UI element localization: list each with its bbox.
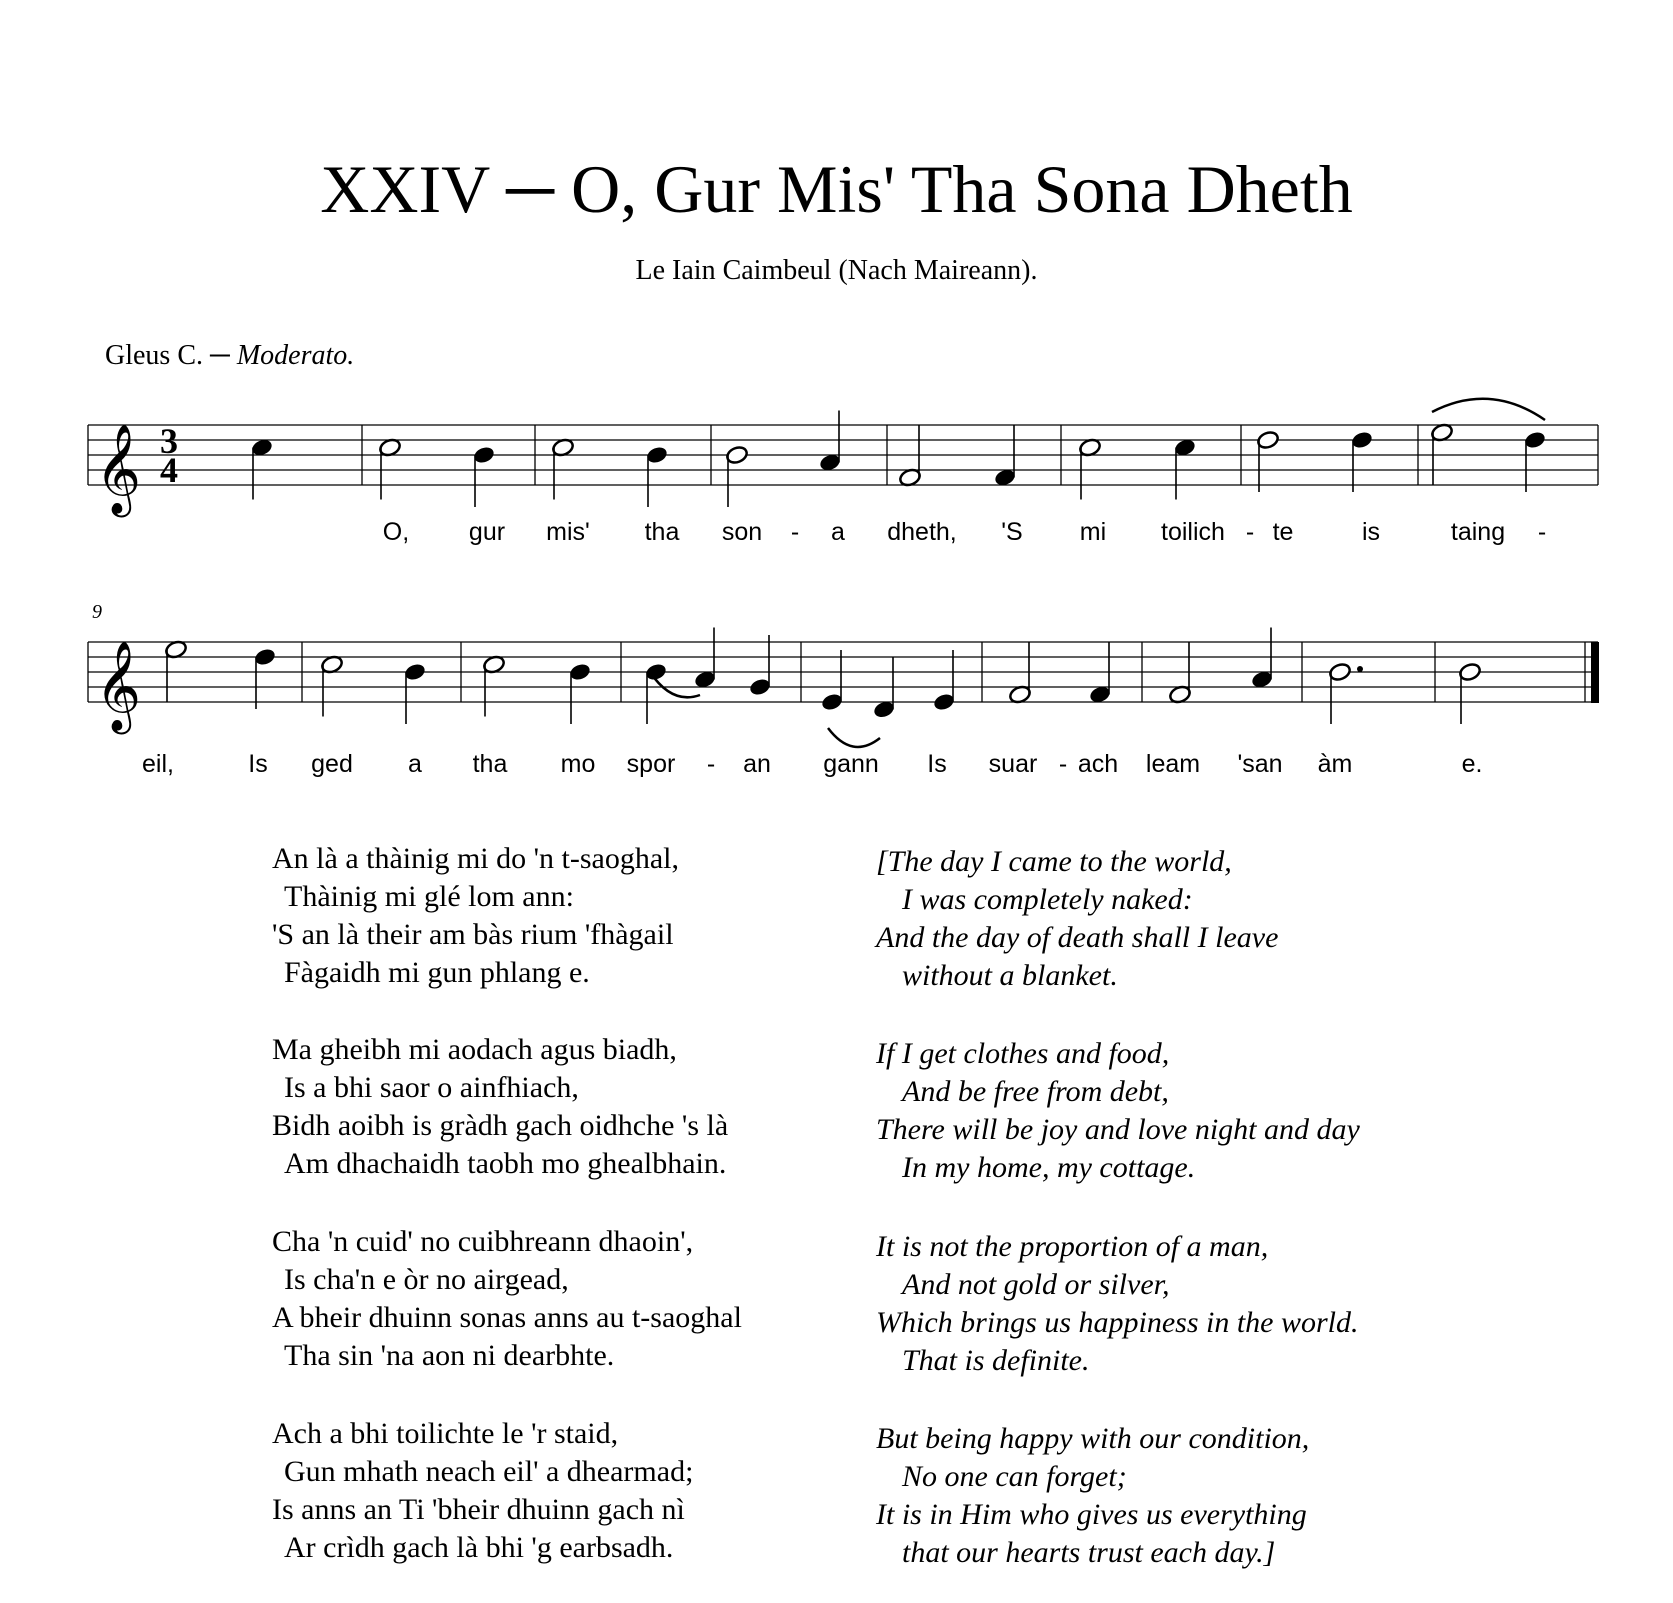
translation-line: That is definite. [902,1344,1090,1377]
verse-line: Cha 'n cuid' no cuibhreann dhaoin', [272,1225,694,1258]
lyric-syllable: mo [560,750,596,778]
verse-line: Ach a bhi toilichte le 'r staid, [272,1417,619,1450]
translation-line: And the day of death shall I leave [876,921,1279,954]
translation-line: And be free from debt, [902,1075,1169,1108]
verse-english-4 [876,1420,1309,1572]
lyric-syllable: suar [988,750,1038,778]
lyric-syllable: gann [823,750,879,778]
lyric-syllable: Is [248,750,268,778]
translation-line: And not gold or silver, [902,1268,1170,1301]
lyric-syllable: a [831,518,845,546]
lyric-hyphen: - [790,518,800,546]
verse-english-1 [876,843,1278,995]
verse-line: Is a bhi saor o ainfhiach, [284,1071,579,1104]
verse-english-2 [876,1035,1360,1187]
lyric-syllable: son [721,518,763,546]
lyric-syllable: e. [1461,750,1483,778]
translation-line: There will be joy and love night and day [876,1113,1360,1146]
verse-gaelic-4 [272,1415,693,1567]
translation-line: But being happy with our condition, [876,1422,1310,1455]
lyric-syllable: O, [382,518,410,546]
final-barline [1591,642,1599,703]
verse-line: Tha sin 'na aon ni dearbhte. [284,1339,615,1372]
lyric-syllable: tha [472,750,508,778]
verse-line: Gun mhath neach eil' a dhearmad; [284,1455,694,1488]
translation-line: without a blanket. [902,959,1118,992]
lyric-hyphen: - [706,750,716,778]
translation-line: that our hearts trust each day.] [902,1536,1276,1569]
time-signature-bottom: 4 [160,450,178,490]
translation-line: I was completely naked: [902,883,1193,916]
lyric-syllable: eil, [142,750,174,778]
verse-line: Ma gheibh mi aodach agus biadh, [272,1033,677,1066]
treble-clef-icon: 𝄞 [95,424,142,514]
verse-gaelic-1 [272,840,679,992]
lyric-syllable: te [1272,518,1294,546]
translation-line: In my home, my cottage. [902,1151,1196,1184]
verse-gaelic-3 [272,1223,742,1375]
verse-english-3 [876,1228,1359,1380]
verse-line: An là a thàinig mi do 'n t-saoghal, [272,842,679,875]
lyric-syllable: a [408,750,422,778]
tempo-label: Moderato. [236,340,355,371]
staff-system-2 [88,642,1598,702]
verse-line: Is anns an Ti 'bheir dhuinn gach nì [272,1493,685,1526]
sheet-music [0,0,1673,780]
song-author: Le Iain Caimbeul (Nach Maireann). [635,255,1038,286]
note-dot [1357,666,1363,672]
translation-line: Which brings us happiness in the world. [876,1306,1359,1339]
lyric-syllable: leam [1145,750,1201,778]
verse-line: Ar crìdh gach là bhi 'g earbsadh. [284,1531,674,1564]
time-signature-top: 3 [160,421,178,461]
lyric-syllable: ach [1077,750,1119,778]
translation-line: No one can forget; [902,1460,1127,1493]
lyric-hyphen: - [1245,518,1255,546]
lyric-syllable: 'san [1237,750,1283,778]
lyric-hyphen: - [1058,750,1068,778]
measure-number: 9 [92,601,102,623]
lyric-syllable: mis' [546,518,590,546]
translation-line: [The day I came to the world, [876,845,1232,878]
lyric-syllable: ged [311,750,353,778]
slur [828,728,880,747]
lyric-syllable: toilich [1161,518,1225,546]
lyric-syllable: àm [1317,750,1353,778]
key-label: Gleus C. ─ [105,340,237,371]
lyric-syllable: spor [626,750,676,778]
translation-line: If I get clothes and food, [876,1037,1170,1070]
verse-line: Thàinig mi glé lom ann: [284,880,574,913]
lyrics-system-1 [383,518,1546,546]
lyric-syllable: dheth, [887,518,957,546]
verse-gaelic-2 [272,1031,728,1183]
verse-line: Am dhachaidh taobh mo ghealbhain. [284,1147,727,1180]
lyric-syllable: is [1361,518,1381,546]
lyrics-system-2 [142,750,1482,778]
lyric-hyphen: - [1537,518,1547,546]
lyric-syllable: Is [927,750,947,778]
slur [1432,399,1545,420]
lyric-syllable: mi [1079,518,1107,546]
verse-line: Is cha'n e òr no airgead, [284,1263,569,1296]
treble-clef-icon: 𝄞 [95,641,142,731]
lyric-syllable: an [743,750,771,778]
verse-line: Fàgaidh mi gun phlang e. [284,956,590,989]
translation-line: It is in Him who gives us everything [876,1498,1307,1531]
lyric-syllable: gur [468,518,506,546]
song-title: XXIV ─ O, Gur Mis' Tha Sona Dheth [320,151,1353,227]
translation-line: It is not the proportion of a man, [876,1230,1269,1263]
verse-line: A bheir dhuinn sonas anns au t-saoghal [272,1301,742,1334]
staff-system-1 [88,425,1598,485]
lyric-syllable: tha [644,518,680,546]
lyric-syllable: taing [1450,518,1506,546]
lyric-syllable: 'S [1001,518,1023,546]
verse-line: 'S an là their am bàs rium 'fhàgail [272,918,674,951]
verse-line: Bidh aoibh is gràdh gach oidhche 's là [272,1109,729,1142]
